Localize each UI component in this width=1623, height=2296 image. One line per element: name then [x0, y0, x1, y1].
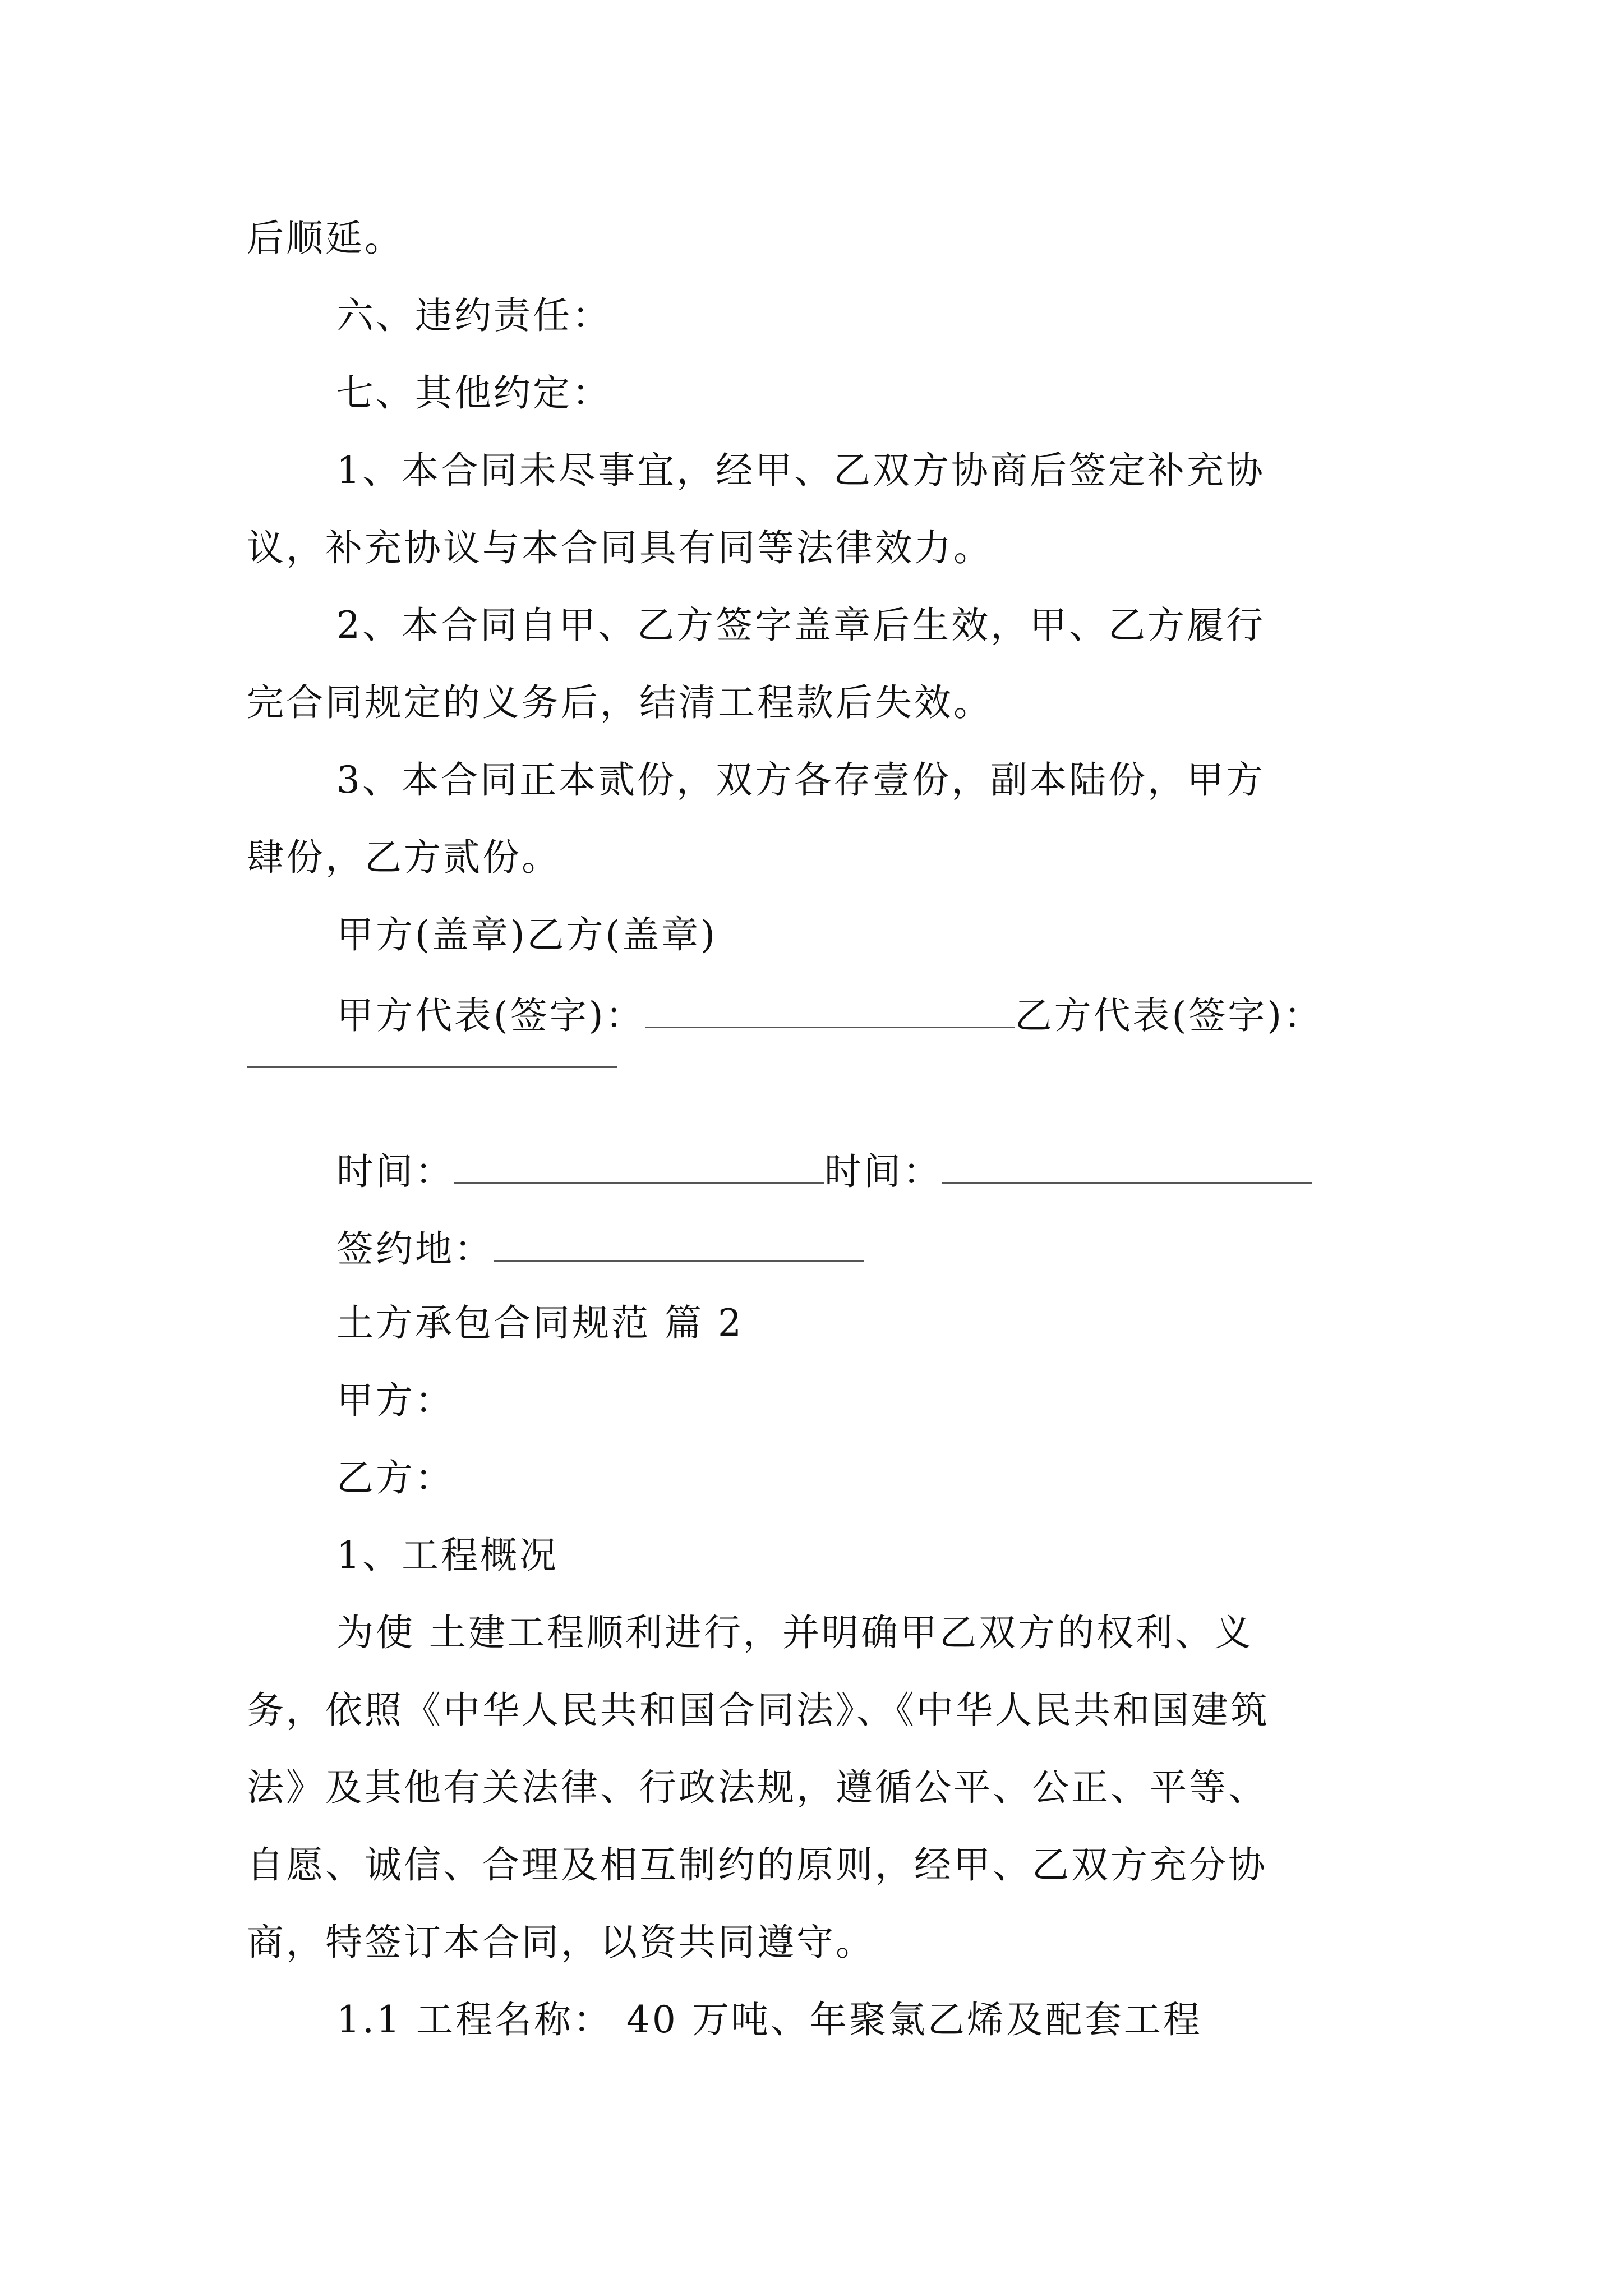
paragraph-line: 为使 土建工程顺利进行，并明确甲乙双方的权利、义	[336, 1611, 1253, 1654]
text-line: 肆份，乙方贰份。	[247, 836, 561, 879]
party-b-rep-label: 乙方代表(签字)：	[1015, 994, 1323, 1037]
seal-line: 甲方(盖章)乙方(盖章)	[336, 913, 717, 956]
paragraph-line: 自愿、诚信、合理及相互制约的原则，经甲、乙双方充分协	[247, 1843, 1267, 1887]
clause-heading-breach: 六、违约责任：	[336, 294, 611, 337]
project-name-item: 1.1 工程名称： 40 万吨、年聚氯乙烯及配套工程	[336, 1998, 1202, 2041]
time-b-blank[interactable]	[942, 1150, 1312, 1184]
clause-heading-other: 七、其他约定：	[336, 371, 611, 415]
party-b-line: 乙方：	[336, 1456, 454, 1499]
place-blank[interactable]	[494, 1227, 864, 1262]
text-line: 3、本合同正本贰份，双方各存壹份，副本陆份，甲方	[336, 758, 1265, 802]
place-label: 签约地：	[336, 1227, 494, 1271]
paragraph-line: 商，特签订本合同，以资共同遵守。	[247, 1921, 875, 1964]
time-a-label: 时间：	[336, 1150, 454, 1193]
party-a-rep-label: 甲方代表(签字)：	[336, 994, 645, 1037]
paragraph-line: 法》及其他有关法律、行政法规，遵循公平、公正、平等、	[247, 1766, 1267, 1809]
party-a-signature-blank[interactable]	[645, 994, 1015, 1028]
text-line: 后顺延。	[247, 217, 404, 260]
text-line: 2、本合同自甲、乙方签字盖章后生效，甲、乙方履行	[336, 604, 1265, 647]
rep-sign-line	[336, 994, 1323, 1037]
text-line: 完合同规定的义务后，结清工程款后失效。	[247, 681, 993, 724]
time-b-label: 时间：	[824, 1150, 942, 1193]
text-line: 议，补充协议与本合同具有同等法律效力。	[247, 526, 993, 569]
place-line	[336, 1227, 864, 1271]
time-a-blank[interactable]	[454, 1150, 824, 1184]
text-line: 1、本合同未尽事宜，经甲、乙双方协商后签定补充协	[336, 449, 1265, 492]
party-a-line: 甲方：	[336, 1379, 454, 1422]
time-line	[336, 1150, 1312, 1193]
party-b-signature-blank[interactable]	[247, 1066, 617, 1068]
section-title: 土方承包合同规范 篇 2	[336, 1301, 744, 1345]
project-overview-heading: 1、工程概况	[336, 1534, 559, 1577]
paragraph-line: 务，依照《中华人民共和国合同法》、《中华人民共和国建筑	[247, 1688, 1270, 1732]
